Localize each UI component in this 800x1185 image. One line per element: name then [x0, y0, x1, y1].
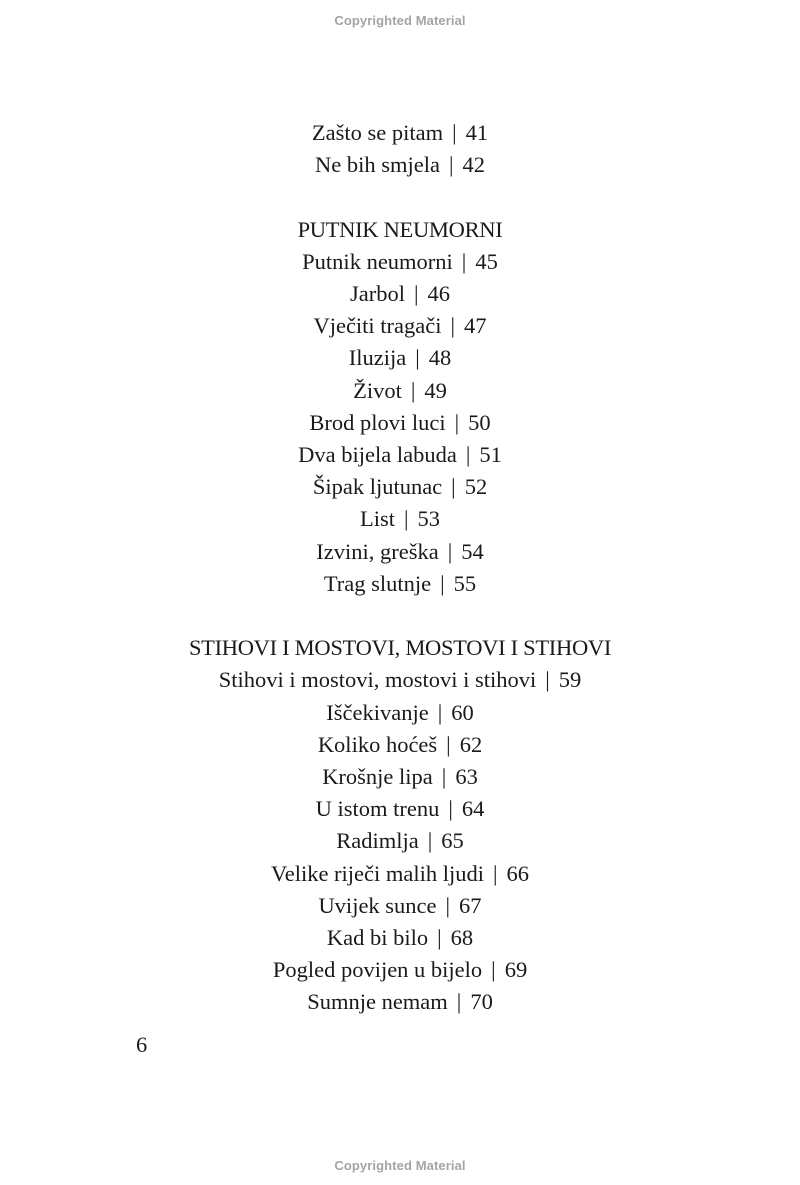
toc-separator: |	[491, 957, 496, 983]
toc-entry-title: Putnik neumorni	[302, 248, 453, 274]
toc-group-stihovi-i-mostovi	[0, 664, 800, 1018]
toc-entry-title: Kad bi bilo	[326, 925, 429, 951]
toc-separator: |	[454, 409, 460, 435]
toc-entry-page: 48	[428, 345, 452, 371]
toc-entry	[0, 278, 800, 310]
toc-entry	[0, 825, 800, 857]
toc-entry-page: 67	[459, 892, 482, 918]
toc-entry-title: Sumnje nemam	[307, 989, 448, 1015]
toc-entry-page: 49	[424, 377, 447, 403]
toc-separator: |	[448, 796, 453, 822]
toc-entry-title: Trag slutnje	[323, 570, 432, 596]
toc-separator: |	[461, 248, 467, 274]
toc-group-continued	[0, 117, 800, 181]
toc-entry-page: 59	[558, 667, 582, 693]
toc-entry-page: 42	[462, 152, 485, 178]
toc-entry-page: 41	[465, 120, 489, 145]
toc-separator: |	[456, 989, 462, 1015]
toc-separator: |	[415, 345, 420, 371]
toc-separator: |	[445, 892, 451, 918]
toc-entry	[0, 954, 800, 986]
toc-separator: |	[447, 538, 453, 564]
toc-group-putnik-neumorni	[0, 246, 800, 600]
toc-entry-title: Pogled povijen u bijelo	[272, 957, 483, 983]
toc-entry-page: 66	[506, 860, 530, 886]
toc-entry-title: Iščekivanje	[326, 699, 429, 725]
toc-entry	[0, 439, 800, 471]
toc-entry-title: Vječiti tragači	[313, 313, 442, 339]
toc-entry	[0, 117, 800, 149]
toc-entry	[0, 568, 800, 600]
toc-entry	[0, 310, 800, 342]
toc-entry-title: Brod plovi luci	[309, 409, 446, 435]
toc-entry-title: U istom trenu	[315, 796, 440, 822]
toc-entry-page: 52	[464, 474, 488, 500]
toc-entry-page: 70	[470, 989, 493, 1015]
toc-entry-title: Dva bijela labuda	[298, 442, 457, 468]
toc-entry	[0, 375, 800, 407]
toc-separator: |	[410, 377, 416, 403]
toc-entry-page: 47	[464, 313, 487, 339]
toc-entry	[0, 729, 800, 761]
toc-entry	[0, 890, 800, 922]
toc-entry	[0, 536, 800, 568]
toc-entry	[0, 342, 800, 374]
section-spacer	[0, 181, 800, 213]
toc-entry	[0, 407, 800, 439]
toc-entry-page: 55	[453, 570, 477, 596]
copyright-watermark-bottom: Copyrighted Material	[334, 1158, 466, 1173]
toc-entry	[0, 246, 800, 278]
toc-separator: |	[440, 570, 445, 596]
toc-entry-title: List	[359, 506, 395, 532]
toc-separator: |	[451, 474, 456, 500]
table-of-contents	[0, 117, 800, 1019]
toc-entry-page: 54	[461, 538, 484, 564]
toc-entry-page: 63	[455, 764, 478, 790]
toc-separator: |	[452, 120, 457, 145]
toc-entry-title: Iluzija	[348, 345, 407, 371]
toc-entry-title: Stihovi i mostovi, mostovi i stihovi	[218, 667, 537, 693]
toc-separator: |	[465, 442, 471, 468]
toc-entry	[0, 149, 800, 181]
toc-entry-title: Jarbol	[349, 281, 405, 306]
toc-entry-title: Koliko hoćeš	[317, 731, 438, 757]
toc-separator: |	[441, 764, 447, 790]
toc-entry-page: 51	[479, 442, 502, 468]
toc-entry-title: Radimlja	[336, 828, 419, 854]
toc-entry-title: Uvijek sunce	[318, 892, 437, 918]
toc-entry	[0, 858, 800, 890]
toc-entry-title: Izvini, greška	[316, 538, 439, 564]
toc-entry	[0, 761, 800, 793]
toc-entry-page: 62	[459, 731, 483, 757]
toc-entry-page: 45	[475, 248, 498, 274]
copyright-watermark-top: Copyrighted Material	[334, 13, 466, 28]
toc-entry-title: Ne bih smjela	[315, 152, 440, 178]
toc-entry-title: Velike riječi malih ljudi	[270, 860, 485, 886]
toc-entry	[0, 503, 800, 535]
toc-entry-page: 65	[441, 828, 464, 854]
toc-entry	[0, 664, 800, 696]
toc-entry	[0, 793, 800, 825]
toc-entry-title: Zašto se pitam	[311, 120, 444, 145]
toc-separator: |	[493, 860, 498, 886]
toc-entry-page: 69	[504, 957, 528, 983]
toc-entry-page: 60	[451, 699, 474, 725]
toc-separator: |	[448, 152, 454, 178]
toc-entry-page: 64	[461, 796, 485, 822]
toc-separator: |	[437, 699, 443, 725]
toc-entry-title: Krošnje lipa	[322, 764, 433, 790]
toc-separator: |	[427, 828, 433, 854]
toc-separator: |	[446, 731, 451, 757]
toc-separator: |	[413, 281, 419, 306]
toc-entry	[0, 471, 800, 503]
toc-entry-page: 50	[468, 409, 491, 435]
section-title: PUTNIK NEUMORNI	[297, 216, 503, 242]
toc-entry	[0, 697, 800, 729]
toc-separator: |	[437, 925, 442, 951]
toc-entry	[0, 986, 800, 1018]
toc-entry-page: 46	[427, 281, 450, 306]
section-title: STIHOVI I MOSTOVI, MOSTOVI I STIHOVI	[188, 635, 612, 661]
toc-separator: |	[545, 667, 550, 693]
toc-separator: |	[450, 313, 456, 339]
toc-entry-title: Život	[353, 377, 402, 403]
section-spacer	[0, 600, 800, 632]
page-number: 6	[136, 1032, 148, 1057]
toc-entry-page: 68	[450, 925, 474, 951]
toc-entry	[0, 922, 800, 954]
toc-entry-page: 53	[417, 506, 441, 532]
toc-entry-title: Šipak ljutunac	[312, 474, 443, 500]
toc-separator: |	[404, 506, 409, 532]
